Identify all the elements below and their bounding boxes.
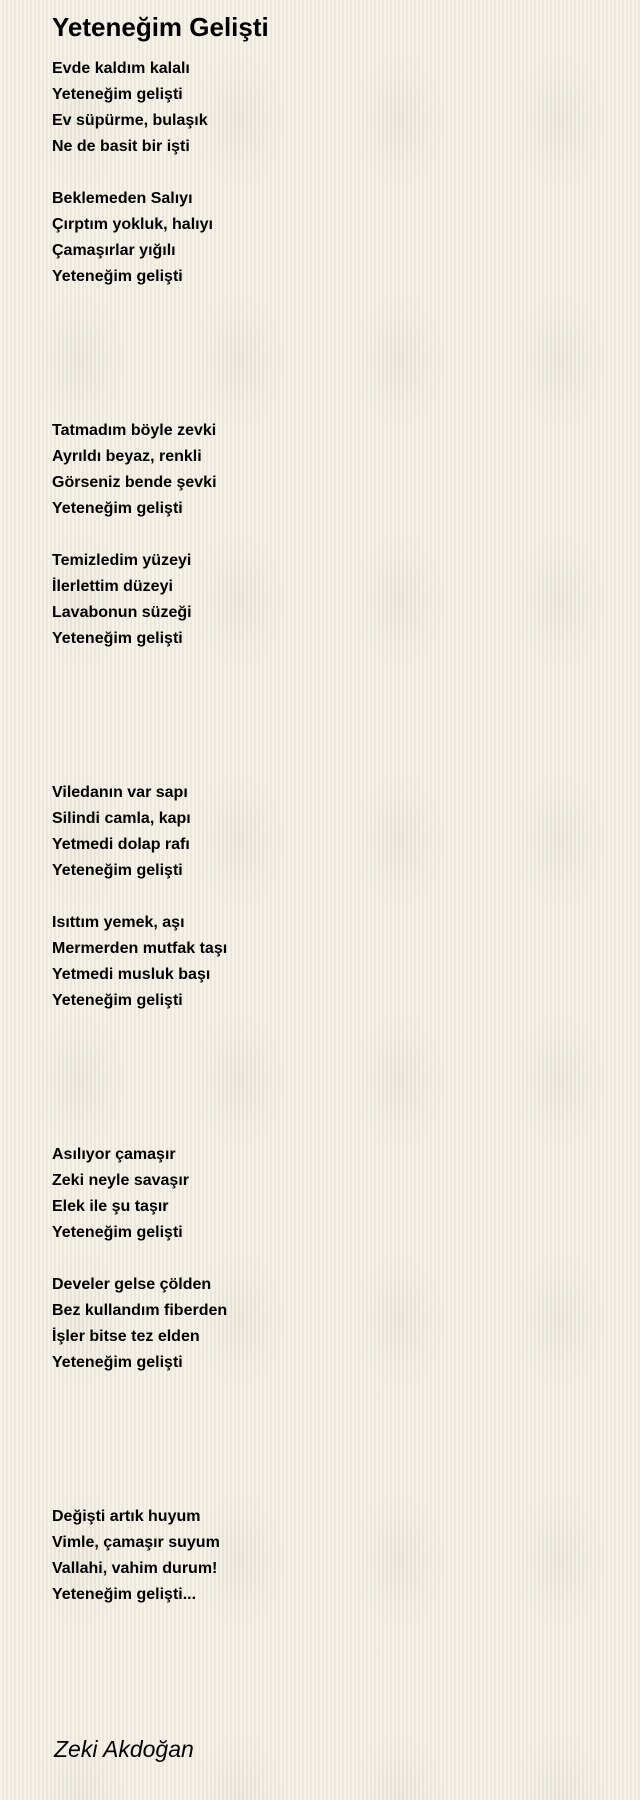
poem-line: Zeki neyle savaşır: [52, 1172, 189, 1189]
stanza-2-2: [52, 548, 612, 652]
stanza-1-1: [52, 56, 612, 160]
stanza-3-2: [52, 910, 612, 1014]
poem-line: İlerlettim düzeyi: [52, 578, 173, 595]
poem-line: Tatmadım böyle zevki: [52, 422, 217, 439]
poem-line: Yeteneğim gelişti: [52, 862, 183, 879]
poem-line: Beklemeden Salıyı: [52, 190, 193, 207]
poem-line: Yeteneğim gelişti: [52, 1354, 183, 1371]
poem-line: Yetmedi musluk başı: [52, 966, 211, 983]
poem-line: Yeteneğim gelişti: [52, 268, 183, 285]
stanza-4-1: [52, 1142, 612, 1246]
poem-line: Yeteneğim gelişti: [52, 500, 183, 517]
poem-line: Temizledim yüzeyi: [52, 552, 192, 569]
stanza-3-1: [52, 780, 612, 884]
poem-line: Ev süpürme, bulaşık: [52, 112, 208, 129]
stanza-1-2: [52, 186, 612, 290]
poem-line: Isıttım yemek, aşı: [52, 914, 185, 931]
poem-line: Yeteneğim gelişti...: [52, 1586, 197, 1603]
stanza-5-1: [52, 1504, 612, 1608]
poem-author: Zeki Akdoğan: [54, 1736, 194, 1762]
poem-line: Yeteneğim gelişti: [52, 86, 183, 103]
poem-line: Evde kaldım kalalı: [52, 60, 190, 77]
poem-line: Yetmedi dolap rafı: [52, 836, 190, 853]
poem-line: Değişti artık huyum: [52, 1508, 201, 1525]
stanza-2-1: [52, 418, 612, 522]
poem-line: Elek ile şu taşır: [52, 1198, 169, 1215]
poem-line: Çamaşırlar yığılı: [52, 242, 176, 259]
poem-line: Asılıyor çamaşır: [52, 1146, 176, 1163]
poem-line: Develer gelse çölden: [52, 1276, 212, 1293]
poem-line: Lavabonun süzeği: [52, 604, 192, 621]
poem-title: Yeteneğim Gelişti: [52, 12, 269, 42]
poem-line: Vallahi, vahim durum!: [52, 1560, 218, 1577]
poem-line: Ayrıldı beyaz, renkli: [52, 448, 202, 465]
poem-line: İşler bitse tez elden: [52, 1328, 200, 1345]
poem: [52, 10, 612, 1608]
poem-line: Silindi camla, kapı: [52, 810, 191, 827]
poem-line: Mermerden mutfak taşı: [52, 940, 228, 957]
poem-line: Yeteneğim gelişti: [52, 630, 183, 647]
poem-line: Yeteneğim gelişti: [52, 1224, 183, 1241]
poem-line: Vimle, çamaşır suyum: [52, 1534, 220, 1551]
poem-line: Görseniz bende şevki: [52, 474, 217, 491]
poem-line: Bez kullandım fiberden: [52, 1302, 228, 1319]
poem-line: Çırptım yokluk, halıyı: [52, 216, 213, 233]
poem-line: Viledanın var sapı: [52, 784, 188, 801]
poem-line: Yeteneğim gelişti: [52, 992, 183, 1009]
poem-line: Ne de basit bir işti: [52, 138, 190, 155]
stanza-4-2: [52, 1272, 612, 1376]
